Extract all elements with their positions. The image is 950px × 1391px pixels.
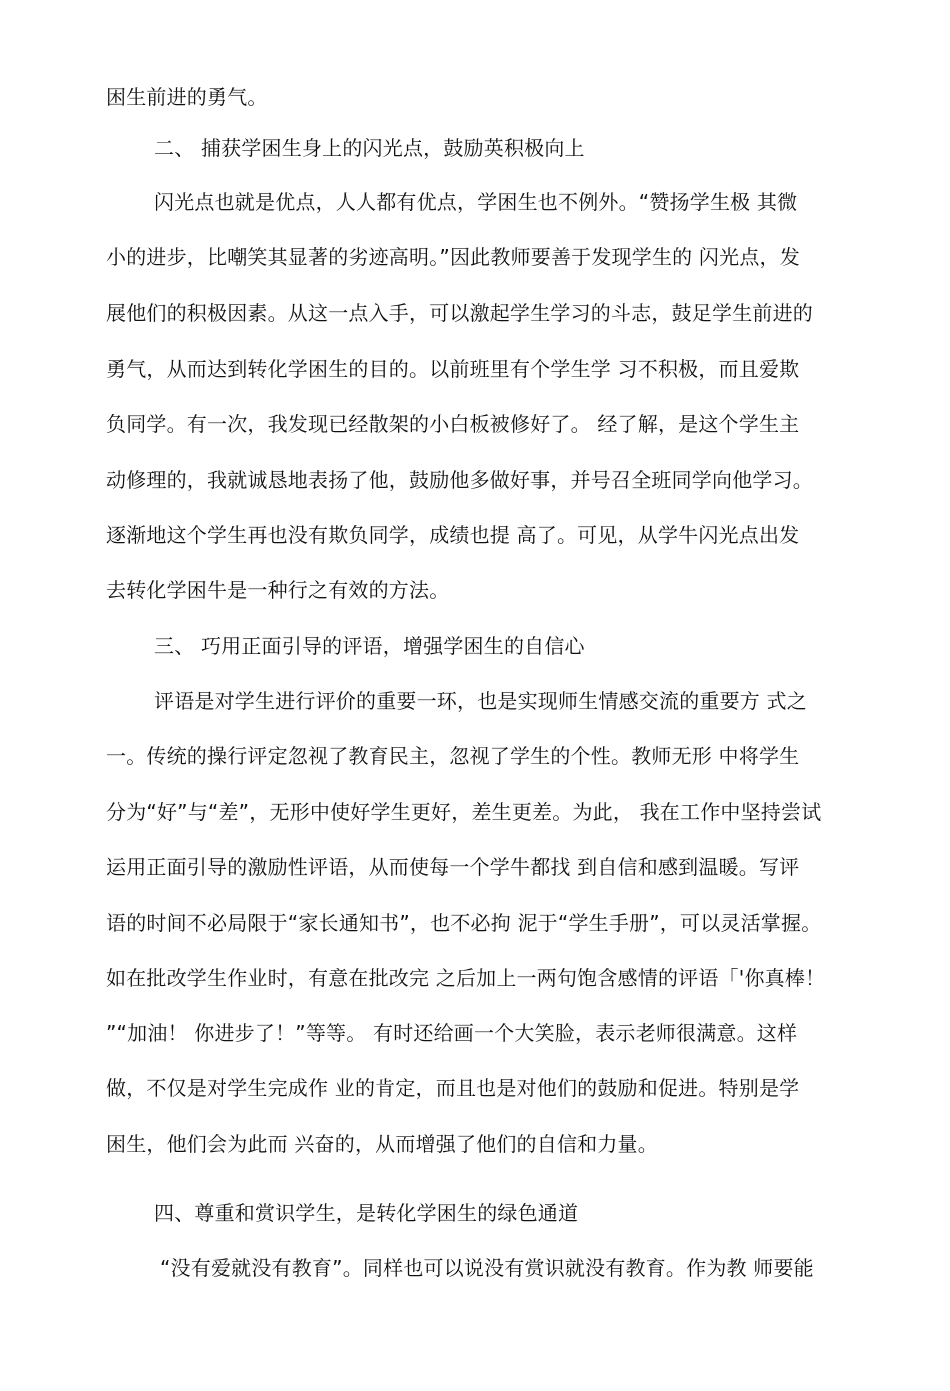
section-heading-4: 四、尊重和赏识学生，是转化学困生的绿色通道 [154,1201,579,1225]
text-line: 负同学。有一次，我发现已经散架的小白板被修好了。 经了解，是这个学生主 [106,412,800,436]
text-line: 如在批改学生作业时，有意在批改完 之后加上一两句饱含感情的评语「'你真棒！ [106,966,826,990]
section-heading-3: 三、 巧用正面引导的评语，增强学困生的自信心 [154,634,585,658]
text-line: 语的时间不必局限于“家长通知书”，也不必拘 泥于“学生手册”，可以灵活掌握。 [106,911,822,935]
text-line: 运用正面引导的激励性评语，从而使每一个学牛都找 到自信和感到温暖。写评 [106,855,800,879]
text-line: 小的进步，比嘲笑其显著的劣迹高明。”因此教师要善于发现学生的 闪光点，发 [106,245,800,269]
text-line: 闪光点也就是优点，人人都有优点，学困生也不例外。“赞扬学生极 其微 [154,190,798,214]
text-line: ”“加油！ 你进步了！”等等。 有时还给画一个大笑脸，表示老师很满意。这样 [106,1021,798,1045]
text-line: 逐渐地这个学生再也没有欺负同学，成绩也提 高了。可见，从学牛闪光点出发 [106,523,800,547]
section-heading-2: 二、 捕获学困生身上的闪光点，鼓励英积极向上 [154,136,585,160]
text-line: 做，不仅是对学生完成作 业的肯定，而且也是对他们的鼓励和促进。特别是学 [106,1076,800,1100]
text-line: 评语是对学生进行评价的重要一环，也是实现师生情感交流的重要方 式之 [154,689,807,713]
text-line: 去转化学困牛是一种行之有效的方法。 [106,578,450,602]
text-line: 困生，他们会为此而 兴奋的，从而增强了他们的自信和力量。 [106,1132,658,1156]
text-line: 勇气，从而达到转化学困生的目的。以前班里有个学生学 习不积极，而且爱欺 [106,357,800,381]
text-line: 展他们的积极因素。从这一点入手，可以激起学生学习的斗志，鼓足学生前进的 [106,301,813,325]
text-line: 困生前进的勇气。 [106,85,268,109]
text-line: 一。传统的操行评定忽视了教育民主，忽视了学生的个性。教师无形 中将学生 [106,744,800,768]
text-line: 分为“好”与“差”，无形中使好学生更好，差生更差。为此， 我在工作中坚持尝试 [106,800,822,824]
text-line: “没有爱就没有教育”。同样也可以说没有赏识就没有教育。作为教 师要能 [160,1256,814,1280]
text-line: 动修理的，我就诚恳地表扬了他，鼓励他多做好事，并号召全班同学向他学习。 [106,468,813,492]
